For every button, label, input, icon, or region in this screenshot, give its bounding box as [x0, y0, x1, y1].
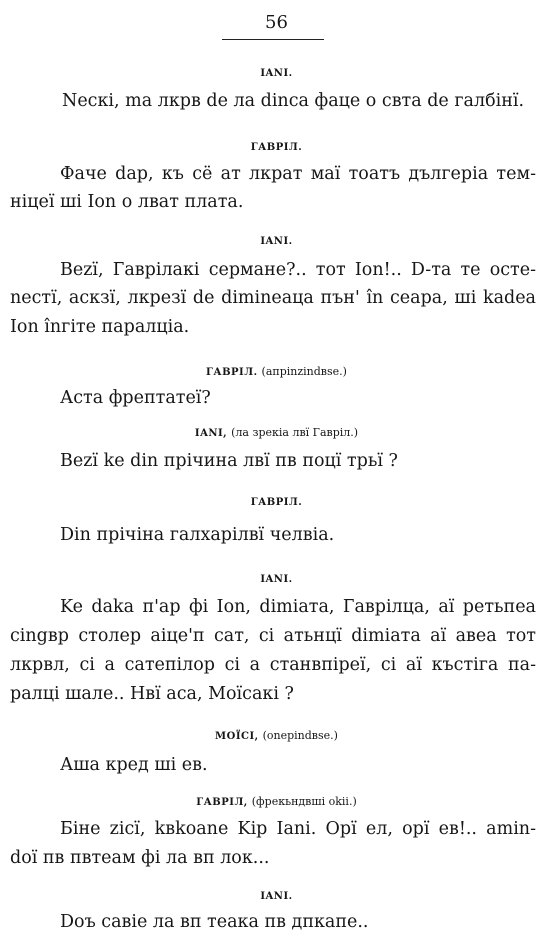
dialogue-line: Necкi, ma лкрв de ла dinca фаце o свтa de галбінї. — [62, 91, 525, 111]
dialogue-line: necтї, аскзї, лкрезї de dimineaца пън' în ceapa, шi kadea — [10, 288, 536, 308]
speaker-heading: IANI. — [260, 891, 293, 902]
dialogue-line: Ke daka п'ap фi Ion, dimiaтa, Гаврілца, аї ретьпеа — [60, 597, 536, 617]
speaker-heading: IANI. — [260, 574, 293, 585]
dialogue-line: doї пв пвтеам фі ла вп лок... — [10, 848, 270, 868]
dialogue-line: Аста фрептатеї? — [60, 388, 211, 408]
stage-direction: (aпpinzindвse.) — [261, 365, 347, 378]
dialogue-line: Ion înгіте паралцiа. — [10, 317, 190, 337]
header-rule — [222, 39, 324, 40]
stage-direction: (ла зрекіа лвї Гавріл.) — [231, 426, 359, 439]
dialogue-line: Аша кред шi eв. — [60, 755, 208, 775]
speaker-heading: ГАВРІЛ. — [250, 142, 303, 153]
speaker-heading: ГАВРІЛ. — [250, 497, 303, 508]
speaker-heading: ГАВРІЛ, (фрекьндвшi okii.) — [196, 795, 357, 808]
dialogue-line: Bezї, Гаврілакі сермане?.. тот Ion!.. D-та те остe- — [60, 260, 536, 280]
speaker-heading: МОЇСІ, (onepindвse.) — [215, 729, 338, 742]
stage-direction: (onepindвse.) — [262, 729, 338, 742]
speaker-heading: IANI. — [260, 236, 293, 247]
page-number: 56 — [265, 12, 288, 33]
dialogue-line: Біне zicї, kвkoane Kip Iani. Opї eл, opї eв!.. amin- — [60, 819, 536, 839]
dialogue-line: Bezї ke din прiчина лвї пв поцї трьї ? — [60, 451, 398, 471]
stage-direction: (фрекьндвшi okii.) — [251, 795, 357, 808]
speaker-heading: IANI, (ла зрекіа лвї Гавріл.) — [194, 426, 359, 439]
dialogue-line: нiцеї шi Ion o лват плата. — [10, 192, 244, 212]
speaker-heading: IANI. — [260, 68, 293, 79]
dialogue-line: ралцi шале.. Нвї аса, Моїсакі ? — [10, 684, 294, 704]
dialogue-line: cingвp столер аiце'п сат, сі атьнцї dimiaтa аї авеа тот — [10, 626, 536, 646]
dialogue-line: Din прiчiна галхарiлвї челвiа. — [60, 525, 335, 545]
dialogue-line: Фаче dap, къ cё ат лкрат маї тоатъ дългеріа тем- — [60, 164, 536, 184]
dialogue-line: лкрвл, сі а сатепілор сі а станвпіреї, сi аї къстiга па- — [10, 655, 536, 675]
dialogue-line: Doъ савiе ла вп теака пв дпкапе.. — [60, 912, 369, 932]
speaker-heading: ГАВРІЛ. (aпpinzindвse.) — [206, 365, 347, 378]
